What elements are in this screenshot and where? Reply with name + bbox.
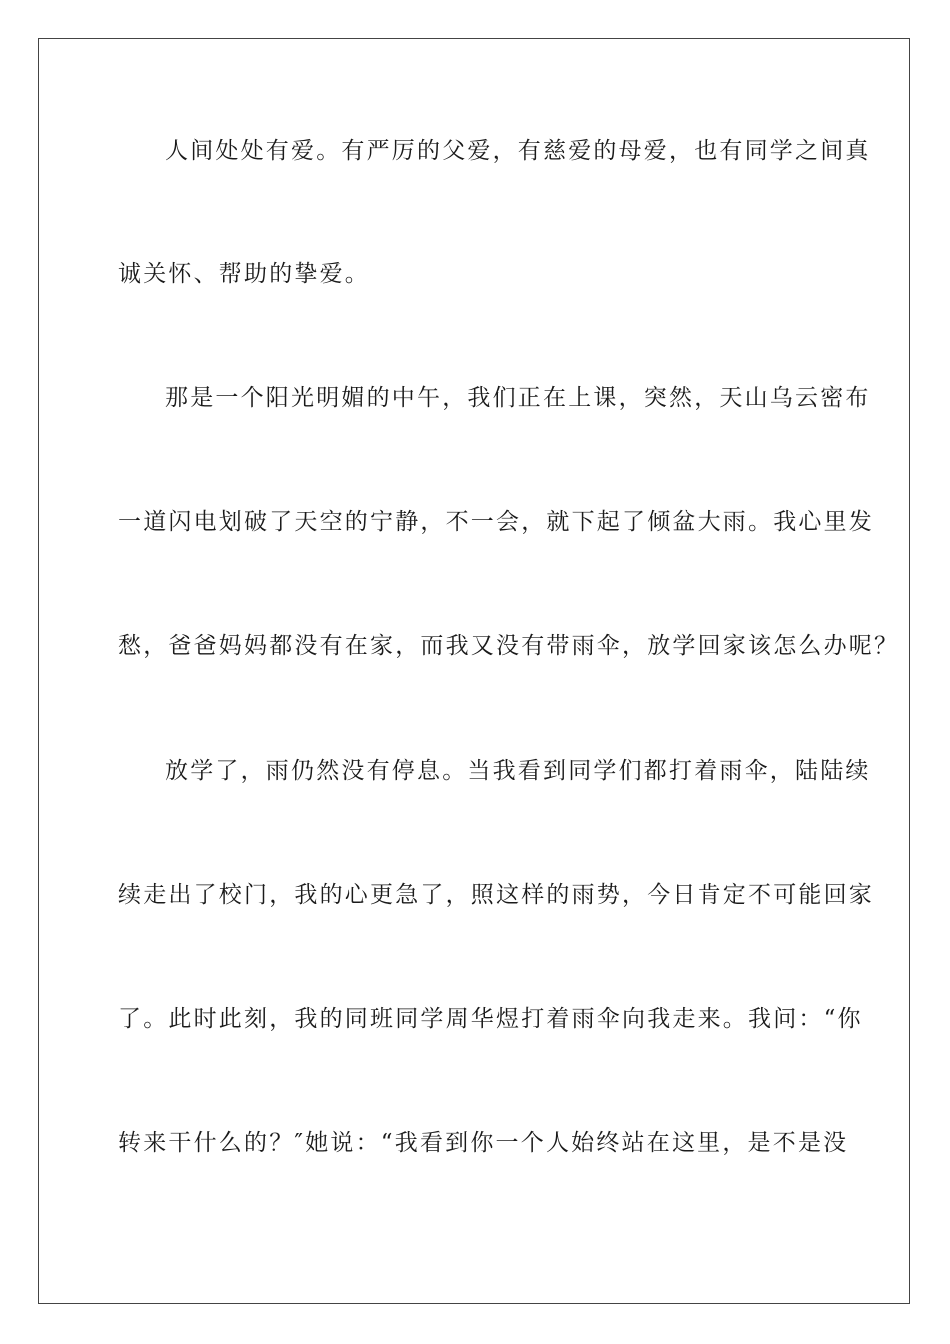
page-border bbox=[38, 38, 910, 1304]
paragraph-2-line-2: 一道闪电划破了天空的宁静，不一会，就下起了倾盆大雨。我心里发 bbox=[118, 509, 874, 535]
paragraph-3-line-1: 放学了，雨仍然没有停息。当我看到同学们都打着雨伞，陆陆续 bbox=[165, 758, 871, 784]
paragraph-3-line-3: 了。此时此刻，我的同班同学周华煜打着雨伞向我走来。我问：“你 bbox=[118, 1006, 863, 1032]
paragraph-1-line-2: 诚关怀、帮助的挚爱。 bbox=[118, 261, 370, 287]
paragraph-3-line-2: 续走出了校门，我的心更急了，照这样的雨势，今日肯定不可能回家 bbox=[118, 882, 874, 908]
paragraph-3-line-4: 转来干什么的？″她说：“我看到你一个人始终站在这里，是不是没 bbox=[118, 1130, 849, 1156]
paragraph-1-line-1: 人间处处有爱。有严厉的父爱，有慈爱的母爱，也有同学之间真 bbox=[165, 138, 871, 164]
paragraph-2-line-1: 那是一个阳光明媚的中午，我们正在上课，突然，天山乌云密布 bbox=[165, 385, 871, 411]
paragraph-2-line-3: 愁，爸爸妈妈都没有在家，而我又没有带雨伞，放学回家该怎么办呢？ bbox=[118, 633, 900, 659]
